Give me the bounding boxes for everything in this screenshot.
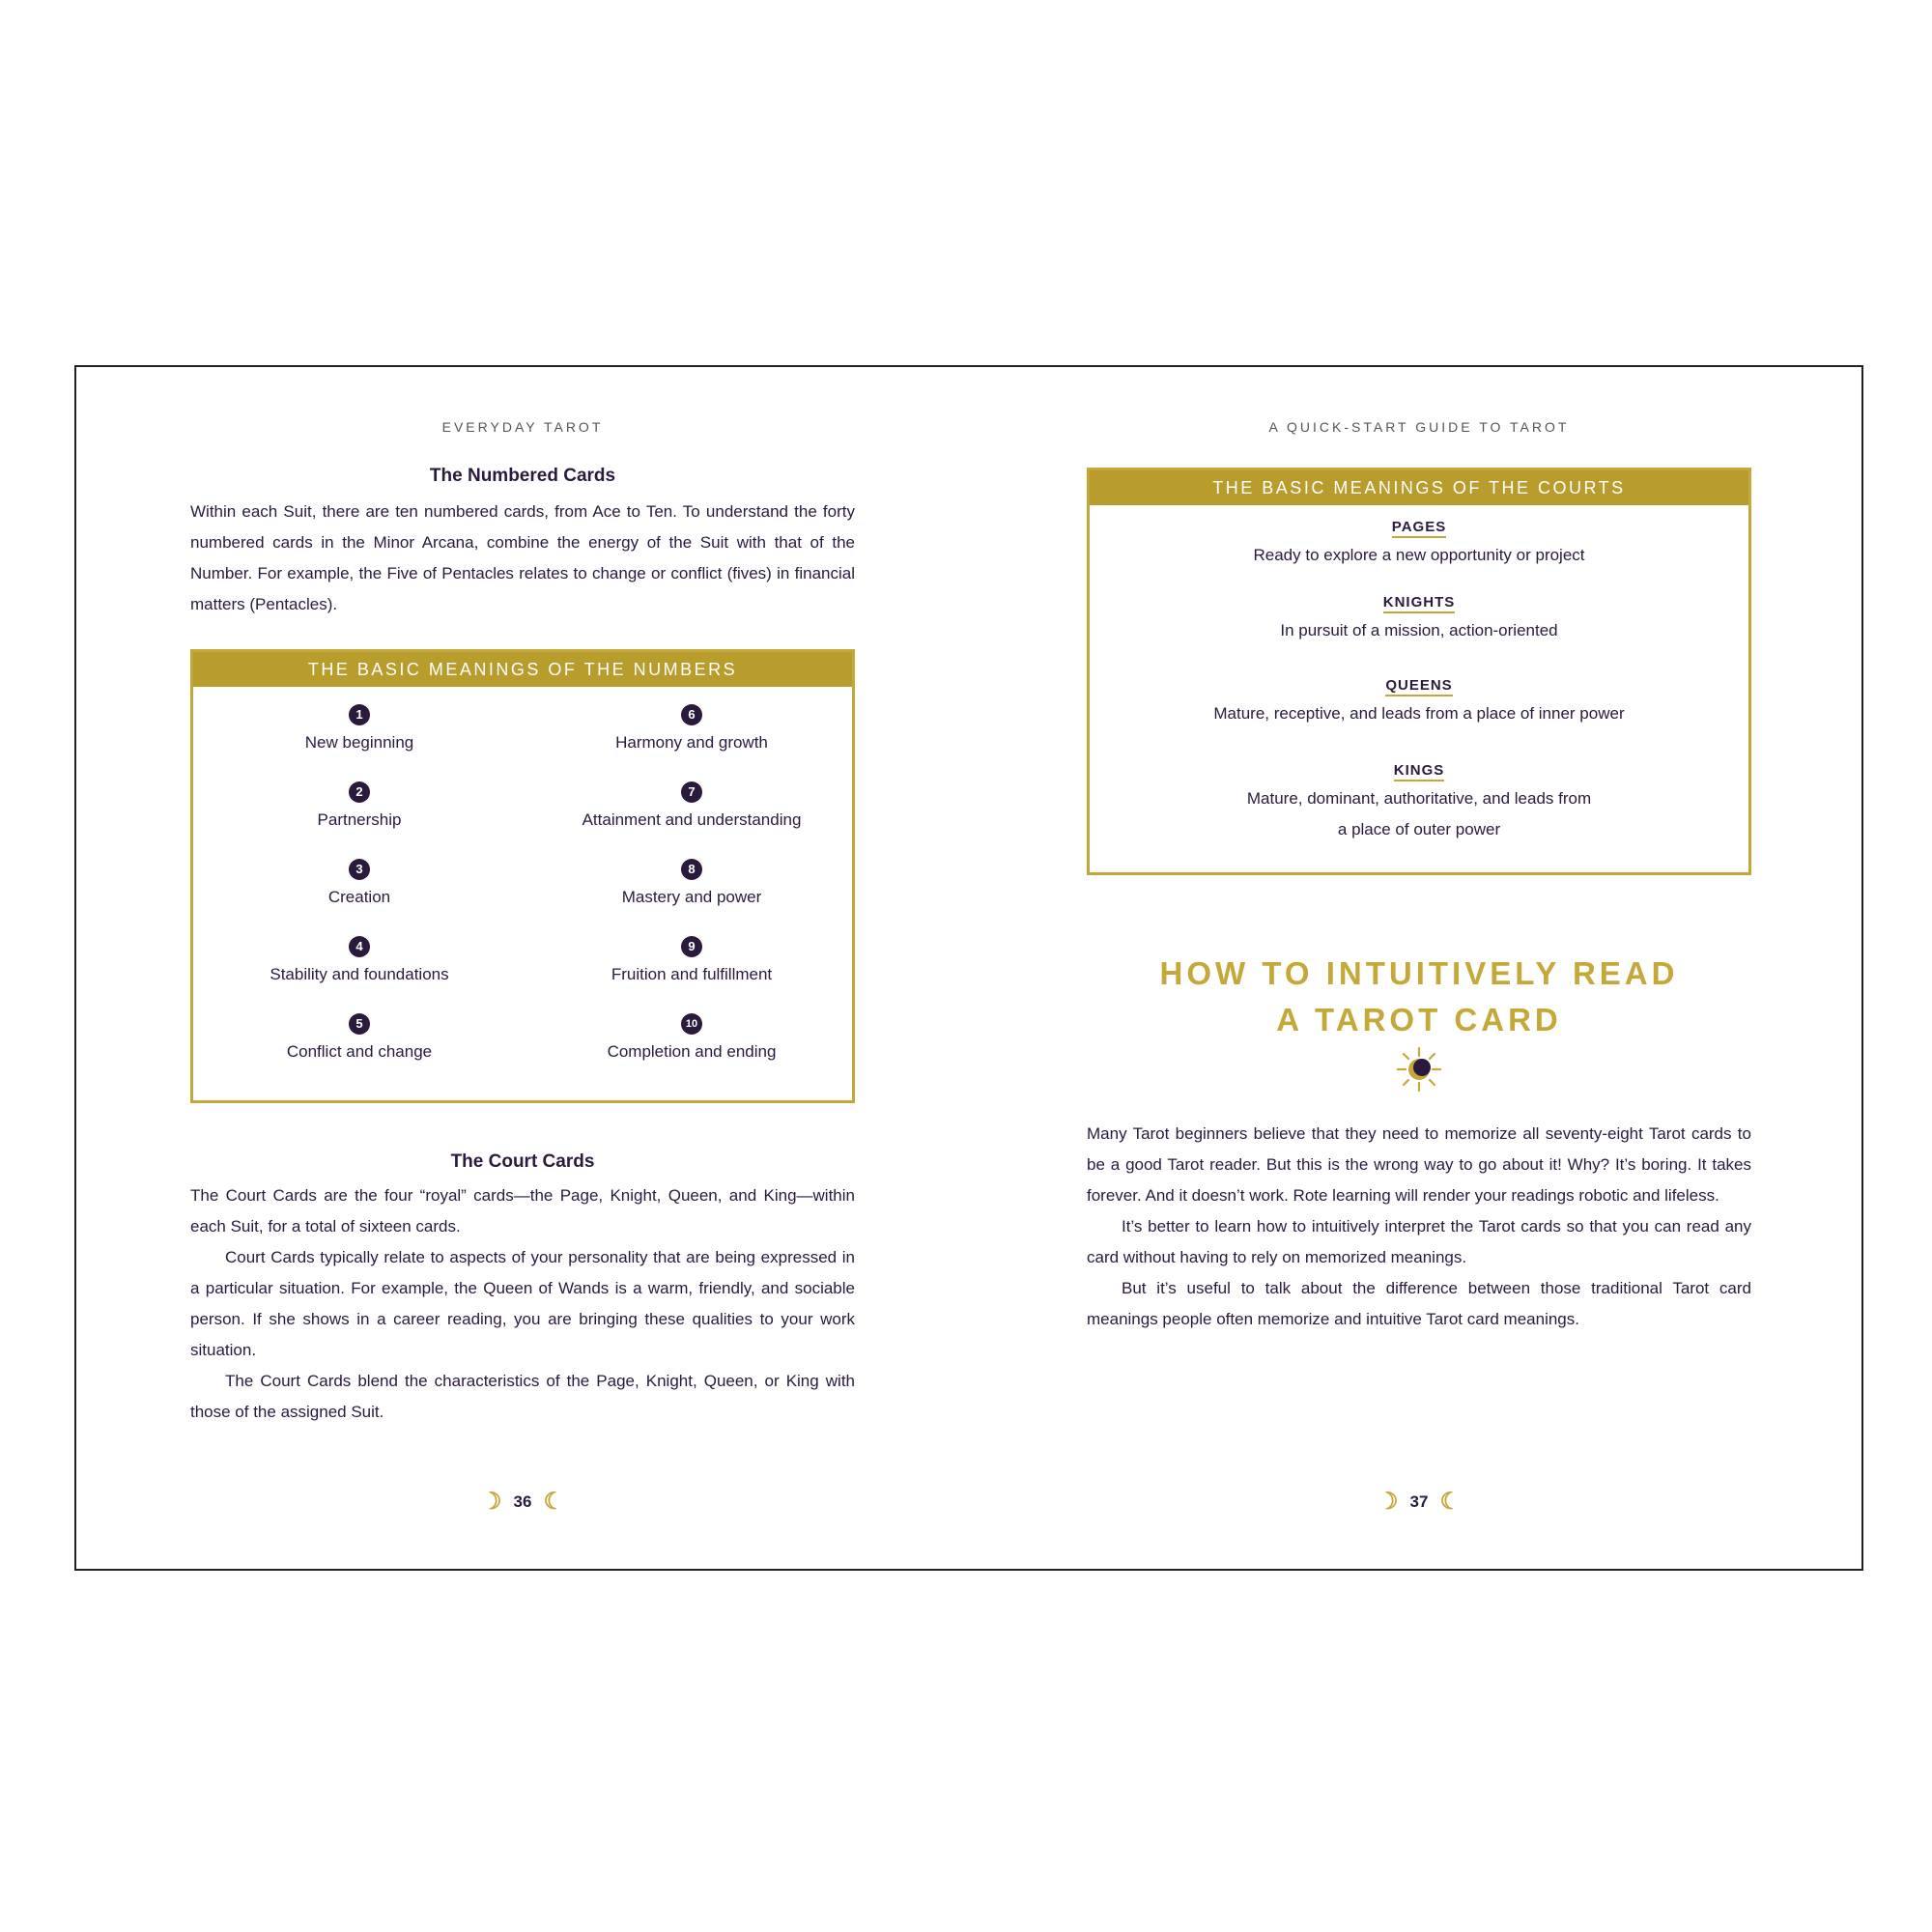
numbered-cards-text: Within each Suit, there are ten numbered cards, from Ace to Ten. To understand the forty numbered cards in the Minor Arcana, combine the energy of the Suit with that of the Number. For example, the Five of Pentacles relates to change or conflict (fives) in financial matters (Pentacles). (190, 502, 855, 613)
number-badge: 4 (349, 936, 370, 957)
court-entry-knights (1090, 594, 1748, 646)
left-page (190, 367, 855, 1569)
number-badge: 10 (681, 1013, 702, 1035)
court-cards-title: The Court Cards (450, 1151, 595, 1172)
intuitive-reading-body (1087, 1119, 1751, 1335)
number-item (526, 859, 858, 907)
court-description: In pursuit of a mission, action-oriented (1280, 621, 1558, 639)
chapter-heading-line: HOW TO INTUITIVELY READ (1159, 955, 1679, 991)
court-entry-pages (1090, 519, 1748, 571)
book-spread (74, 365, 1863, 1571)
number-badge: 1 (349, 704, 370, 725)
numbered-cards-paragraph (190, 497, 855, 620)
number-meaning: Attainment and understanding (582, 810, 802, 829)
number-meaning: Mastery and power (621, 888, 762, 906)
page-number-left (190, 1488, 855, 1516)
courts-box-title: THE BASIC MEANINGS OF THE COURTS (1090, 470, 1748, 505)
court-paragraph: The Court Cards blend the characteristics of the Page, Knight, Queen, or King with those of the assigned Suit. (190, 1372, 855, 1421)
page-number-right (1087, 1488, 1751, 1516)
courts-meanings-box (1087, 468, 1751, 875)
number-item (193, 936, 526, 984)
body-paragraph: It’s better to learn how to intuitively interpret the Tarot cards so that you can read any card without having to rely on memorized meanings. (1087, 1217, 1751, 1266)
number-item (193, 704, 526, 753)
court-cards-body (190, 1180, 855, 1428)
page-number: 37 (1409, 1492, 1429, 1511)
number-meaning: Completion and ending (607, 1042, 777, 1061)
court-paragraph: Court Cards typically relate to aspects of your personality that are being expressed in a particular situation. For example, the Queen of Wands is a warm, friendly, and sociable person. If she shows in a career reading, you are bringing these qualities to your work situation. (190, 1248, 855, 1359)
number-meaning: Harmony and growth (615, 733, 768, 752)
number-meaning: Conflict and change (286, 1042, 433, 1061)
chapter-heading (1087, 951, 1751, 1043)
moon-left-icon: ☽ (481, 1489, 502, 1515)
court-name: KINGS (1394, 762, 1445, 781)
number-badge: 8 (681, 859, 702, 880)
number-item (526, 781, 858, 830)
number-item (526, 936, 858, 984)
number-item (526, 704, 858, 753)
running-head-right: A QUICK-START GUIDE TO TAROT (1268, 419, 1570, 435)
court-description: Ready to explore a new opportunity or project (1253, 546, 1585, 564)
number-meaning: Stability and foundations (270, 965, 449, 983)
sun-moon-icon (1396, 1046, 1442, 1093)
number-badge: 2 (349, 781, 370, 803)
body-paragraph: But it’s useful to talk about the difference between those traditional Tarot card meanings people often memorize and intuitive Tarot card meanings. (1087, 1279, 1751, 1328)
numbers-box-title: THE BASIC MEANINGS OF THE NUMBERS (193, 652, 852, 687)
court-entry-queens (1090, 677, 1748, 729)
number-badge: 9 (681, 936, 702, 957)
number-item (193, 781, 526, 830)
number-meaning: Partnership (317, 810, 402, 829)
page-number: 36 (513, 1492, 532, 1511)
number-item (193, 859, 526, 907)
moon-right-icon: ☾ (543, 1489, 564, 1515)
numbers-meanings-box (190, 649, 855, 1103)
numbered-cards-title: The Numbered Cards (429, 466, 616, 486)
moon-left-icon: ☽ (1378, 1489, 1399, 1515)
chapter-heading-line: A TAROT CARD (1276, 1002, 1562, 1037)
number-badge: 5 (349, 1013, 370, 1035)
court-description-line: Mature, dominant, authoritative, and leads from (1246, 789, 1592, 808)
number-item (526, 1013, 858, 1062)
court-paragraph: The Court Cards are the four “royal” cards—the Page, Knight, Queen, and King—within each Suit, for a total of sixteen cards. (190, 1186, 855, 1236)
court-description (1090, 783, 1748, 845)
moon-right-icon: ☾ (1439, 1489, 1461, 1515)
court-entry-kings (1090, 762, 1748, 845)
number-meaning: New beginning (304, 733, 414, 752)
court-description-line: a place of outer power (1337, 820, 1501, 838)
running-head-left: EVERYDAY TAROT (441, 419, 604, 435)
number-item (193, 1013, 526, 1062)
court-description: Mature, receptive, and leads from a place of inner power (1213, 704, 1625, 723)
body-paragraph: Many Tarot beginners believe that they need to memorize all seventy-eight Tarot cards to be a good Tarot reader. But this is the wrong way to go about it! Why? It’s boring. It takes forever. And it doesn’t work. Rote learning will render your readings robotic and lifeless. (1087, 1124, 1751, 1205)
number-meaning: Creation (327, 888, 391, 906)
court-name: QUEENS (1385, 677, 1452, 696)
number-badge: 7 (681, 781, 702, 803)
court-name: KNIGHTS (1383, 594, 1456, 613)
number-meaning: Fruition and fulfillment (611, 965, 773, 983)
right-page (1087, 367, 1751, 1569)
court-name: PAGES (1392, 519, 1446, 538)
numbers-grid (193, 687, 852, 1102)
number-badge: 6 (681, 704, 702, 725)
number-badge: 3 (349, 859, 370, 880)
